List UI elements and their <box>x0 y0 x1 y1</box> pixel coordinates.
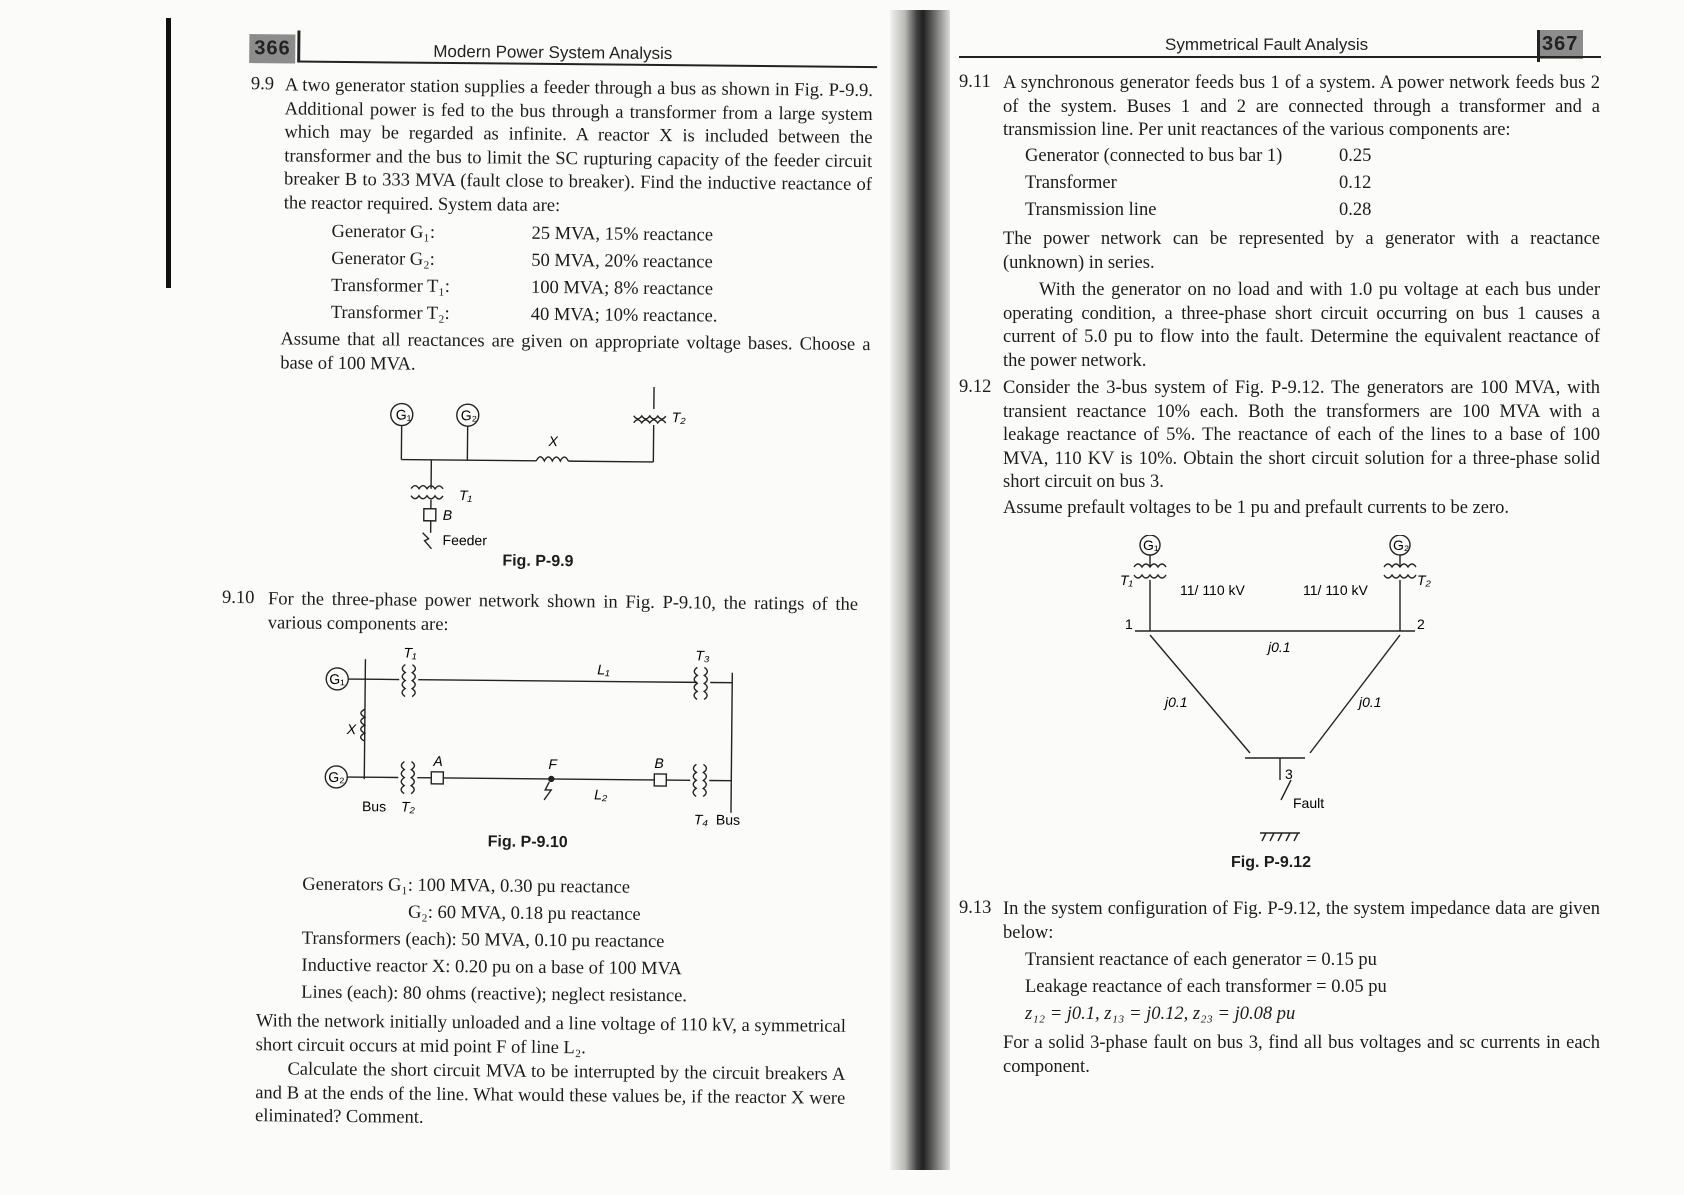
header-rule <box>959 56 1601 58</box>
running-head: Modern Power System Analysis <box>433 42 672 64</box>
label-j23: j0.1 <box>1357 694 1382 710</box>
figure-p912 <box>1105 535 1465 855</box>
figure-p910 <box>316 639 758 838</box>
data-row <box>331 249 435 271</box>
label-g2: G₂ <box>328 769 344 785</box>
problem-number: 9.9 <box>251 74 274 95</box>
data-row <box>331 303 450 325</box>
data-row <box>331 222 435 244</box>
problem-text: With the generator on no load and with 1.0 pu voltage at each bus under operating condition, a three-phase short circuit occurring on bus 1 causes a current of 5.0 pu to flow into the fault. Determine the equivalent reactance of the power network. <box>1003 279 1600 373</box>
data-row: Transformers (each): 50 MVA, 0.10 pu reactance <box>302 929 665 953</box>
problem-closing: With the network initially unloaded and a line voltage of 110 kV, a symmetrical short circuit occurs at mid point F of line L₂. <box>256 1010 846 1063</box>
data-value: 50 MVA, 20% reactance <box>531 251 713 274</box>
data-name: Transformer T₁: <box>331 276 450 297</box>
running-head: Symmetrical Fault Analysis <box>1165 35 1368 55</box>
label-kv-right: 11/ 110 kV <box>1303 582 1369 598</box>
label-l1: L₁ <box>597 661 610 677</box>
label-bus-left: Bus <box>362 798 386 814</box>
data-value: 0.12 <box>1339 173 1371 194</box>
label-t2: T₂ <box>672 409 687 425</box>
label-g1: G₁ <box>1143 537 1159 553</box>
problem-text: In the system configuration of Fig. P-9.12, the system impedance data are given below: <box>1003 898 1600 945</box>
data-row <box>1025 146 1282 167</box>
label-bus2: 2 <box>1417 616 1425 632</box>
problem-closing: For a solid 3-phase fault on bus 3, find all bus voltages and sc currents in each component. <box>1003 1032 1600 1079</box>
label-g1: G₁ <box>396 406 412 422</box>
data-name: Generator (connected to bus bar 1) <box>1025 146 1282 166</box>
label-t2: T₂ <box>401 799 416 815</box>
data-name: Transmission line <box>1025 200 1156 220</box>
label-b: B <box>654 755 663 771</box>
data-name: Transformer <box>1025 173 1117 193</box>
problem-text: Consider the 3-bus system of Fig. P-9.12. The generators are 100 MVA, with transient reactance 10% each. Both the transformers are 100 MVA with a leakage reactance of 5%. The reactance of each of the lines to a base of 100 MVA, 110 KV is 10%. Obtain the short circuit solution for a three-phase solid short circuit on bus 3. <box>1003 377 1600 495</box>
label-fault: Fault <box>1293 795 1324 811</box>
label-b: B <box>443 507 452 523</box>
data-row: Leakage reactance of each transformer = 0.05 pu <box>1025 977 1387 998</box>
data-row: Inductive reactor X: 0.20 pu on a base of 100 MVA <box>301 956 682 981</box>
data-row: z₁₂ = j0.1, z₁₃ = j0.12, z₂₃ = j0.08 pu <box>1025 1004 1295 1025</box>
data-row <box>331 276 450 298</box>
label-feeder: Feeder <box>442 532 487 548</box>
data-value: 40 MVA; 10% reactance. <box>531 305 718 328</box>
problem-text: For the three-phase power network shown in Fig. P-9.10, the ratings of the various components are: <box>268 588 858 641</box>
label-j12: j0.1 <box>1266 639 1291 655</box>
label-t1: T₁ <box>1120 572 1134 588</box>
label-t1: T₁ <box>403 645 417 661</box>
header-tick <box>1537 30 1540 62</box>
problem-closing: Assume that all reactances are given on appropriate voltage bases. Choose a base of 100 MVA. <box>280 328 870 381</box>
data-value: 0.25 <box>1339 146 1371 167</box>
problem-closing: Calculate the short circuit MVA to be interrupted by the circuit breakers A and B at the ends of the line. What would these values be, if the reactor X were eliminated? Comment. <box>255 1058 846 1134</box>
problem-number: 9.11 <box>959 72 991 93</box>
label-x: X <box>547 433 558 449</box>
label-bus-right: Bus <box>716 812 740 828</box>
figure-caption: Fig. P-9.10 <box>488 833 568 852</box>
data-name: Generator G₁: <box>331 222 435 243</box>
data-row: Generators G₁: 100 MVA, 0.30 pu reactance <box>302 875 630 899</box>
label-g2: G₂ <box>1393 537 1409 553</box>
figure-caption: Fig. P-9.9 <box>502 553 573 572</box>
label-bus3: 3 <box>1285 766 1293 782</box>
problem-number: 9.12 <box>959 377 991 398</box>
data-name: Generator G₂: <box>331 249 435 270</box>
header-tick <box>297 31 300 61</box>
data-row <box>1025 200 1156 221</box>
label-t1: T₁ <box>459 487 473 503</box>
figure-caption: Fig. P-9.12 <box>1231 854 1311 872</box>
problem-text: A two generator station supplies a feeder through a bus as shown in Fig. P-9.9. Additional power is fed to the bus through a transformer from a large system which may be regarded as infinite. A reactor X is included between the transformer and the bus to limit the SC rupturing capacity of the feeder circuit breaker B to 333 MVA (fault close to breaker). Find the inductive reactance of the reactor required. System data are: <box>284 74 873 221</box>
page-number: 367 <box>1537 30 1583 59</box>
data-value: 0.28 <box>1339 200 1371 221</box>
figure-p99 <box>370 384 712 562</box>
page-number: 366 <box>249 34 296 63</box>
label-l2: L₂ <box>594 786 608 802</box>
problem-number: 9.10 <box>222 588 255 609</box>
label-t3: T₃ <box>695 647 710 663</box>
data-name: Transformer T₂: <box>331 303 450 324</box>
label-j13: j0.1 <box>1163 694 1188 710</box>
label-x: X <box>346 721 357 737</box>
problem-text: A synchronous generator feeds bus 1 of a system. A power network feeds bus 2 of the system. Buses 1 and 2 are connected through a transformer and a transmission line. Per unit reactances of the various components are: <box>1003 72 1600 143</box>
label-bus1: 1 <box>1125 616 1133 632</box>
data-row <box>1025 173 1117 194</box>
problem-text: The power network can be represented by a generator with a reactance (unknown) in series. <box>1003 228 1600 275</box>
label-t2: T₂ <box>1417 572 1432 588</box>
data-value: 100 MVA; 8% reactance <box>531 278 713 301</box>
label-a: A <box>432 753 442 769</box>
problem-number: 9.13 <box>959 898 991 919</box>
label-f: F <box>548 756 558 772</box>
data-row: Transient reactance of each generator = 0.15 pu <box>1025 950 1377 971</box>
right-page <box>945 0 1684 1191</box>
label-kv-left: 11/ 110 kV <box>1180 582 1246 598</box>
data-list <box>6 0 901 4</box>
label-g1: G₁ <box>329 671 345 687</box>
data-row: Lines (each): 80 ohms (reactive); neglect resistance. <box>301 983 687 1008</box>
data-row: G₂: 60 MVA, 0.18 pu reactance <box>408 903 641 926</box>
label-t4: T₄ <box>694 811 709 827</box>
problem-text: Assume prefault voltages to be 1 pu and prefault currents to be zero. <box>1003 497 1600 521</box>
label-g2: G₂ <box>461 407 477 423</box>
data-value: 25 MVA, 15% reactance <box>531 224 713 247</box>
